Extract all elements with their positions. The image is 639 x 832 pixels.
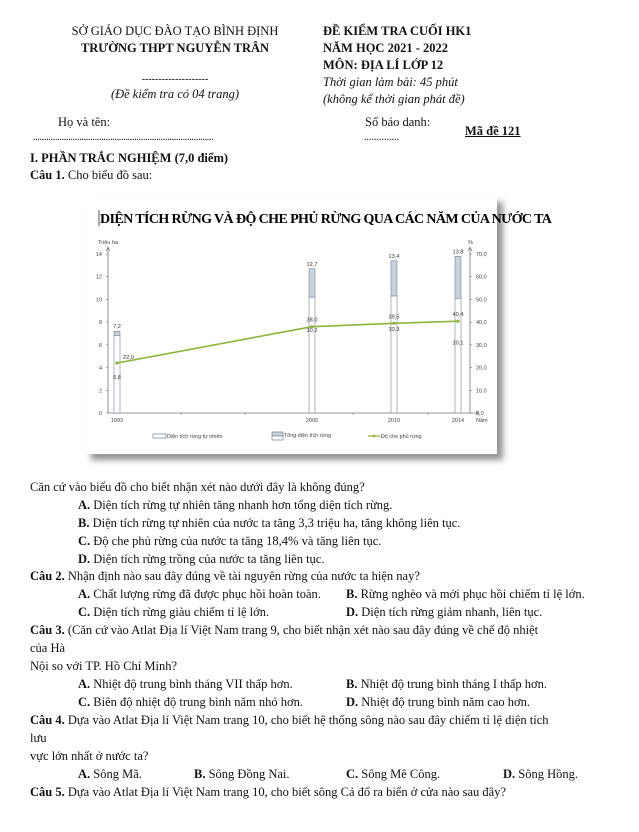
coverage-point — [392, 322, 395, 325]
left-tick-label: 10 — [95, 297, 102, 304]
page-count-note: (Đề kiểm tra có 04 trang) — [110, 87, 240, 101]
question-number: Câu 5. — [30, 785, 65, 799]
subject: MÔN: ĐỊA LÍ LỚP 12 — [323, 58, 444, 72]
bar-planted-portion — [309, 269, 315, 297]
department-name: SỞ GIÁO DỤC ĐÀO TẠO BÌNH ĐỊNH — [71, 24, 279, 38]
question-text: Cho biểu đồ sau: — [64, 168, 153, 182]
chart-image — [85, 196, 552, 454]
question-number: Câu 1. — [30, 168, 65, 182]
option-text: Biên độ nhiệt độ trung bình năm nhỏ hơn. — [90, 695, 303, 709]
q1-option-a[interactable] — [78, 498, 392, 513]
question-3-line3: Nội so với TP. Hồ Chí Minh? — [30, 659, 178, 673]
header-left — [40, 23, 310, 103]
x-tick-label: 2010 — [387, 418, 401, 424]
question-text: Dựa vào Atlat Địa lí Việt Nam trang 10, cho biết sông Cả đổ ra biển ở cửa nào sau đây? — [64, 785, 507, 799]
option-letter: B. — [194, 767, 206, 781]
question-text: Nhận định nào sau đây đúng về tài nguyên rừng của nước ta hiện nay? — [64, 569, 420, 583]
option-text: Diện tích rừng giảm nhanh, liên tục. — [358, 605, 543, 619]
question-1 — [30, 168, 152, 183]
chart-title: DIỆN TÍCH RỪNG VÀ ĐỘ CHE PHỦ RỪNG QUA CÁC NĂM CỦA NƯỚC TA — [100, 212, 552, 227]
bar-planted-portion — [455, 256, 461, 298]
option-letter: D. — [346, 605, 359, 619]
q1-option-b[interactable] — [78, 516, 460, 531]
option-letter: C. — [346, 767, 359, 781]
coverage-label: 39,5 — [388, 314, 400, 321]
legend-swatch-total-top — [272, 432, 283, 436]
right-tick-label: 20,0 — [476, 365, 487, 372]
option-letter: A. — [78, 587, 91, 601]
x-tick-label: 1993 — [110, 418, 124, 424]
option-letter: A. — [78, 767, 91, 781]
candidate-id-field[interactable]: .............. — [364, 132, 399, 143]
q4-option-d[interactable] — [503, 767, 578, 782]
q2-option-a[interactable] — [78, 587, 321, 602]
right-tick-label: 70,0 — [476, 252, 487, 258]
right-tick-label: 40,0 — [476, 320, 487, 327]
right-tick-label: 50,0 — [476, 297, 487, 304]
question-text: (Căn cứ vào Atlat Địa lí Việt Nam trang 9, cho biết nhận xét nào sau đây đúng về chế độ nhiệt — [64, 623, 539, 637]
coverage-label: 22,0 — [123, 355, 134, 362]
option-letter: A. — [78, 677, 91, 691]
question-4-line2: lưu — [30, 731, 47, 745]
question-number: Câu 4. — [30, 713, 65, 727]
option-letter: C. — [78, 534, 91, 548]
option-text: Rừng nghèo và mới phục hồi chiếm tỉ lệ lớn. — [357, 587, 585, 601]
bar-planted-portion — [391, 261, 397, 296]
left-tick-label: 12 — [95, 274, 102, 281]
school-name: TRƯỜNG THPT NGUYỄN TRÂN — [80, 41, 270, 55]
option-text: Diện tích rừng trồng của nước ta tăng liên tục. — [90, 552, 325, 566]
question-text: Dựa vào Atlat Địa lí Việt Nam trang 10, cho biết hệ thống sông nào sau đây chiếm tỉ lệ diện tích — [64, 713, 549, 727]
left-tick-label: 0 — [98, 411, 102, 417]
left-tick-label: 2 — [98, 388, 102, 395]
bar-natural-forest — [309, 297, 315, 413]
data-labels — [113, 249, 463, 381]
natural-area-label: 10,3 — [388, 327, 400, 334]
left-tick-label: 8 — [98, 320, 102, 327]
natural-area-label: 6,8 — [113, 374, 121, 381]
name-field[interactable]: .................................................................................. — [33, 132, 214, 143]
option-letter: D. — [503, 767, 516, 781]
total-area-label: 13,4 — [388, 253, 400, 260]
right-tick-label: 60,0 — [476, 274, 487, 281]
school-year: NĂM HỌC 2021 - 2022 — [323, 41, 448, 55]
question-3-line2: của Hà — [30, 641, 66, 655]
legend — [153, 432, 421, 440]
x-axis-label: Năm — [476, 418, 488, 424]
option-letter: B. — [346, 677, 358, 691]
q3-option-a[interactable] — [78, 677, 293, 692]
option-letter: C. — [78, 695, 91, 709]
question-4 — [30, 713, 549, 728]
q2-option-b[interactable] — [346, 587, 585, 602]
right-tick-label: 10,0 — [476, 388, 487, 395]
option-text: Nhiệt độ trung bình tháng I thấp hơn. — [357, 677, 548, 691]
option-text: Diện tích rừng tự nhiên của nước ta tăng 3,3 triệu ha, tăng không liên tục. — [89, 516, 461, 530]
option-text: Diện tích rừng giàu chiếm tỉ lệ lớn. — [90, 605, 270, 619]
option-text: Sông Đồng Nai. — [205, 767, 290, 781]
q3-option-b[interactable] — [346, 677, 547, 692]
left-tick-label: 14 — [95, 252, 102, 258]
coverage-label: 40,4 — [452, 312, 464, 319]
option-text: Sông Mã. — [90, 767, 142, 781]
option-letter: A. — [78, 498, 91, 512]
question-2 — [30, 569, 420, 584]
q4-option-a[interactable] — [78, 767, 142, 782]
total-area-label: 13,8 — [452, 249, 464, 256]
coverage-polyline — [117, 321, 458, 363]
q1-option-d[interactable] — [78, 552, 324, 567]
name-label: Họ và tên: — [58, 115, 111, 129]
q4-option-b[interactable] — [194, 767, 290, 782]
option-text: Độ che phủ rừng của nước ta tăng 18,4% và tăng liên tục. — [90, 534, 382, 548]
question-4-line3: vực lớn nhất ở nước ta? — [30, 749, 149, 763]
option-letter: C. — [78, 605, 91, 619]
option-letter: D. — [346, 695, 359, 709]
right-tick-label: 30,0 — [476, 342, 487, 349]
q3-option-d[interactable] — [346, 695, 530, 710]
total-area-label: 12,7 — [306, 261, 318, 268]
q3-option-c[interactable] — [78, 695, 303, 710]
question-3 — [30, 623, 538, 638]
option-letter: D. — [78, 552, 91, 566]
total-area-label: 7,2 — [113, 324, 121, 331]
coverage-point — [456, 320, 459, 323]
option-text: Sông Hồng. — [515, 767, 579, 781]
q2-option-c[interactable] — [78, 605, 269, 620]
exam-title: ĐỀ KIỂM TRA CUỐI HK1 — [323, 24, 472, 38]
option-text: Nhiệt độ trung bình tháng VII thấp hơn. — [90, 677, 293, 691]
x-tick-label: 2005 — [305, 418, 319, 424]
header-right — [323, 23, 471, 108]
left-tick-label: 4 — [98, 365, 102, 372]
coverage-point — [115, 361, 118, 364]
bar-planted-portion — [114, 331, 120, 336]
right-axis-label: % — [468, 240, 473, 246]
section-title: I. PHẦN TRẮC NGHIỆM (7,0 điểm) — [30, 151, 229, 165]
option-text: Sông Mê Công. — [358, 767, 441, 781]
legend-swatch-natural — [153, 434, 166, 438]
question-number: Câu 3. — [30, 623, 65, 637]
option-text: Chất lượng rừng đã được phục hồi hoàn toàn. — [90, 587, 321, 601]
bars — [114, 253, 461, 413]
legend-label-natural: Diện tích rừng tự nhiên — [167, 434, 223, 440]
option-text: Nhiệt độ trung bình năm cao hơn. — [358, 695, 531, 709]
right-tick-label: 0,0 — [476, 411, 484, 417]
left-tick-label: 6 — [98, 342, 102, 349]
legend-swatch-total-bottom — [272, 436, 283, 440]
coverage-label: 38,0 — [306, 317, 318, 324]
question-number: Câu 2. — [30, 569, 65, 583]
chart — [85, 196, 552, 454]
natural-area-label: 10,1 — [452, 340, 464, 347]
candidate-id-label: Số báo danh: — [365, 115, 431, 129]
question-1-prompt: Căn cứ vào biểu đồ cho biết nhận xét nào dưới đây là không đúng? — [30, 480, 365, 494]
q2-option-d[interactable] — [346, 605, 542, 620]
x-tick-label: 2014 — [451, 418, 465, 424]
legend-marker — [373, 435, 376, 438]
exam-code: Mã đề 121 — [465, 124, 521, 138]
legend-label-coverage: Độ che phủ rừng — [381, 434, 422, 440]
duration-note: (không kể thời gian phát đề) — [323, 92, 465, 106]
q1-option-c[interactable] — [78, 534, 381, 549]
natural-area-label: 10,2 — [306, 328, 318, 335]
legend-label-total: Tổng diện tích rừng — [284, 433, 332, 439]
option-letter: B. — [78, 516, 90, 530]
dash-separator: -------------------- — [141, 74, 209, 85]
axes — [96, 240, 488, 424]
question-5 — [30, 785, 506, 800]
option-text: Diện tích rừng tự nhiên tăng nhanh hơn tổng diện tích rừng. — [90, 498, 393, 512]
left-axis-label: Triệu ha — [98, 240, 118, 246]
duration: Thời gian làm bài: 45 phút — [323, 75, 458, 89]
q4-option-c[interactable] — [346, 767, 440, 782]
option-letter: B. — [346, 587, 358, 601]
